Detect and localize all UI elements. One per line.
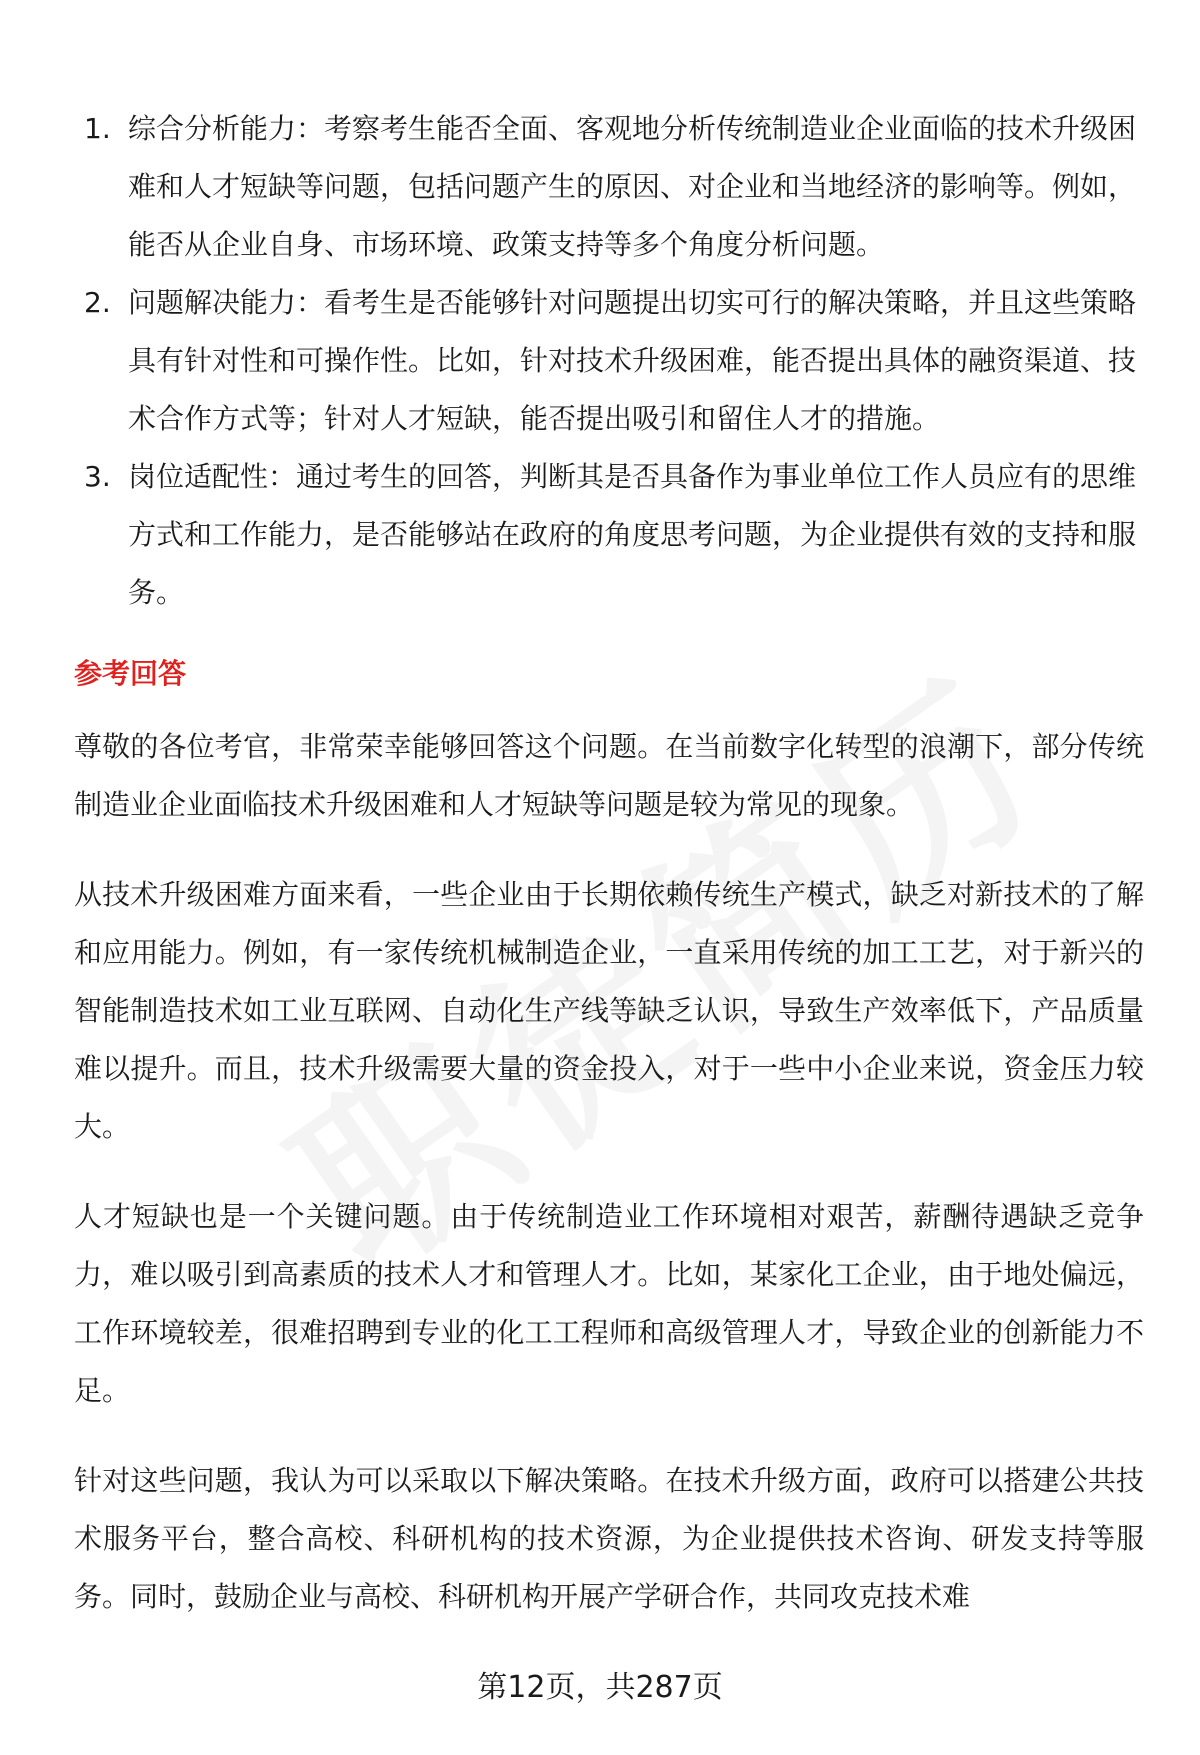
paragraph: 从技术升级困难方面来看，一些企业由于长期依赖传统生产模式，缺乏对新技术的了解和应用能力。例如，有一家传统机械制造企业，一直采用传统的加工工艺，对于新兴的智能制造技术如工业互联网、自动化生产线等缺乏认识，导致生产效率低下，产品质量难以提升。而且，技术升级需要大量的资金投入，对于一些中小企业来说，资金压力较大。: [74, 878, 1144, 1143]
list-item: [74, 448, 1144, 622]
document-body: [74, 100, 1144, 1658]
paragraph: 尊敬的各位考官，非常荣幸能够回答这个问题。在当前数字化转型的浪潮下，部分传统制造业企业面临技术升级困难和人才短缺等问题是较为常见的现象。: [74, 730, 1144, 821]
page-footer: 第12页，共287页: [477, 1670, 723, 1705]
reference-answer-heading: 参考回答: [74, 657, 187, 690]
list-number: 3.: [84, 460, 111, 493]
criteria-list: [74, 100, 1144, 622]
paragraph: 人才短缺也是一个关键问题。由于传统制造业工作环境相对艰苦，薪酬待遇缺乏竞争力，难以吸引到高素质的技术人才和管理人才。比如，某家化工企业，由于地处偏远，工作环境较差，很难招聘到专业的化工工程师和高级管理人才，导致企业的创新能力不足。: [74, 1200, 1144, 1407]
list-item: [74, 274, 1144, 448]
list-item-text: 问题解决能力：看考生是否能够针对问题提出切实可行的解决策略，并且这些策略具有针对性和可操作性。比如，针对技术升级困难，能否提出具体的融资渠道、技术合作方式等；针对人才短缺，能否提出吸引和留住人才的措施。: [128, 286, 1137, 435]
list-number: 1.: [84, 112, 111, 145]
list-item: [74, 100, 1144, 274]
paragraph: 针对这些问题，我认为可以采取以下解决策略。在技术升级方面，政府可以搭建公共技术服务平台，整合高校、科研机构的技术资源，为企业提供技术咨询、研发支持等服务。同时，鼓励企业与高校、科研机构开展产学研合作，共同攻克技术难: [74, 1464, 1144, 1613]
list-item-text: 综合分析能力：考察考生能否全面、客观地分析传统制造业企业面临的技术升级困难和人才短缺等问题，包括问题产生的原因、对企业和当地经济的影响等。例如，能否从企业自身、市场环境、政策支持等多个角度分析问题。: [128, 112, 1137, 261]
list-number: 2.: [84, 286, 111, 319]
list-item-text: 岗位适配性：通过考生的回答，判断其是否具备作为事业单位工作人员应有的思维方式和工作能力，是否能够站在政府的角度思考问题，为企业提供有效的支持和服务。: [128, 460, 1137, 609]
